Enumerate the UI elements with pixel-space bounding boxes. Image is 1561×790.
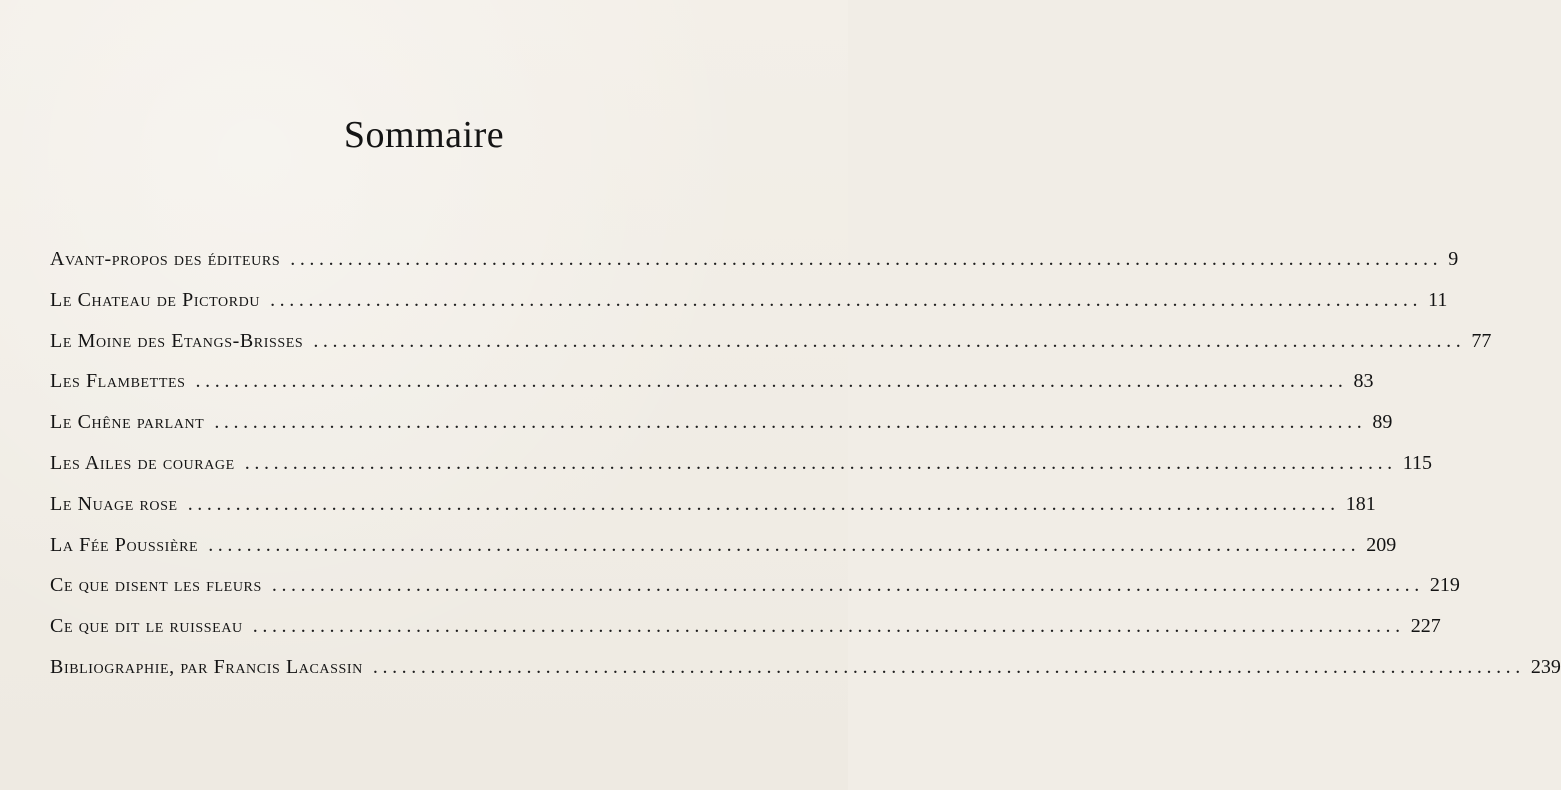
toc-entry-page: 209 (1366, 533, 1397, 556)
toc-entry-page: 115 (1402, 451, 1433, 474)
toc-entry-label: Le Moine des Etangs-Brisses (50, 329, 304, 352)
toc-entry-label: Le Chêne parlant (50, 411, 205, 434)
page-title: Sommaire (343, 114, 505, 157)
toc-entry (50, 533, 1397, 575)
dot-leader: ........................................................................................................................ (214, 411, 1367, 434)
toc-entry-label: Ce que disent les fleurs (50, 574, 262, 597)
toc-entry-label: Le Nuage rose (50, 492, 178, 515)
toc-entry (50, 574, 1460, 615)
dot-leader: ........................................................................................................................ (208, 533, 1361, 556)
toc-entry-page: 239 (1530, 655, 1561, 678)
toc-entry-page: 83 (1353, 370, 1374, 393)
toc-entry-page: 181 (1345, 492, 1376, 515)
toc-entry-label: La Fée Poussière (50, 533, 199, 556)
toc-entry (50, 248, 1459, 289)
toc-entry-label: Les Flambettes (50, 370, 186, 393)
toc-entry-page: 219 (1429, 574, 1460, 597)
dot-leader: ........................................................................................................................ (290, 248, 1443, 270)
dot-leader: ........................................................................................................................ (270, 288, 1423, 311)
dot-leader: ........................................................................................................................ (372, 655, 1525, 678)
toc-entry (50, 655, 1561, 697)
toc-entry-label: Ce que dit le ruisseau (50, 615, 243, 638)
toc-entry-label: Les Ailes de courage (50, 451, 235, 474)
dot-leader: ........................................................................................................................ (187, 492, 1340, 515)
toc-entry-label: Bibliographie, par Francis Lacassin (50, 655, 363, 678)
toc-entry-page: 11 (1428, 288, 1448, 311)
toc-entry (50, 370, 1374, 411)
toc-entry-page: 89 (1372, 411, 1393, 434)
toc-entry-label: Avant-propos des éditeurs (50, 248, 281, 270)
toc-entry-page: 77 (1471, 329, 1492, 352)
toc-entry-label: Le Chateau de Pictordu (50, 288, 261, 311)
table-of-contents (50, 248, 1561, 697)
toc-entry (50, 329, 1492, 371)
toc-entry (50, 288, 1448, 330)
dot-leader: ........................................................................................................................ (313, 329, 1466, 352)
toc-entry (50, 615, 1441, 656)
dot-leader: ........................................................................................................................ (271, 574, 1424, 597)
toc-entry (50, 451, 1433, 493)
toc-entry-page: 9 (1448, 248, 1459, 270)
dot-leader: ........................................................................................................................ (244, 451, 1397, 474)
dot-leader: ........................................................................................................................ (195, 370, 1348, 393)
toc-entry (50, 411, 1393, 452)
toc-entry-page: 227 (1410, 615, 1441, 638)
toc-entry (50, 492, 1376, 534)
dot-leader: ........................................................................................................................ (252, 615, 1405, 638)
